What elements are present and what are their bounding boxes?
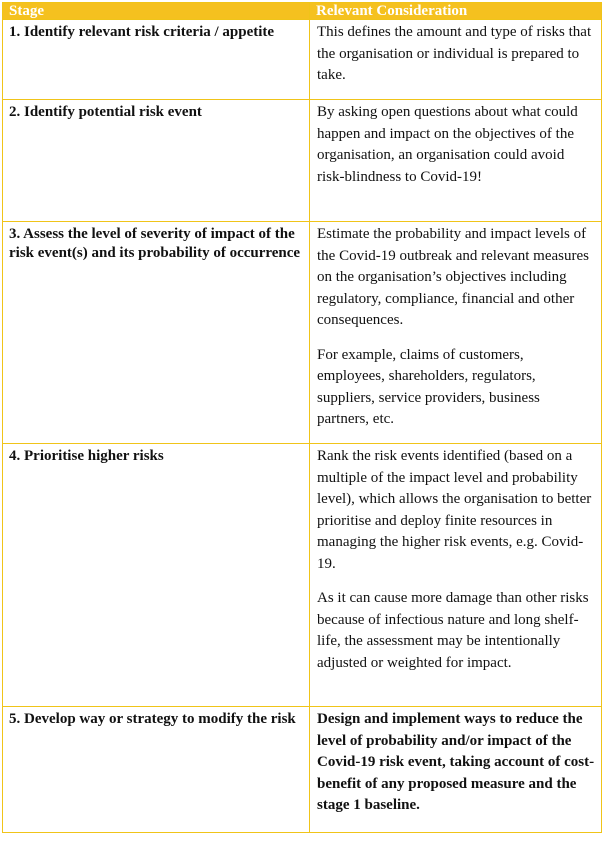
consideration-paragraph: By asking open questions about what could happen and impact on the objectives of the organisation, an organisation could avoid risk-blindness to Covid-19! [317, 104, 578, 185]
table-row [3, 444, 602, 707]
consideration-paragraph: Design and implement ways to reduce the level of probability and/or impact of the Covid-19 risk event, taking account of cost-benefit of any proposed measure and the stage 1 baseline. [317, 711, 595, 813]
stage-cell: 1. Identify relevant risk criteria / appetite [3, 20, 310, 100]
table-row [3, 222, 602, 444]
header-row [3, 3, 602, 20]
consideration-paragraph: Estimate the probability and impact levels of the Covid-19 outbreak and relevant measures on the organisation’s objectives including regulatory, compliance, financial and other consequences. [317, 226, 589, 328]
table-row [3, 707, 602, 833]
consideration-paragraph: This defines the amount and type of risks that the organisation or individual is prepared to take. [317, 24, 592, 83]
table-row [3, 100, 602, 222]
consideration-paragraph: As it can cause more damage than other risks because of infectious nature and long shelf-life, the assessment may be intentionally adjusted or weighted for impact. [317, 590, 589, 671]
stage-cell: 4. Prioritise higher risks [3, 444, 310, 707]
consideration-cell [310, 444, 602, 707]
consideration-paragraph: For example, claims of customers, employees, shareholders, regulators, suppliers, service providers, business partners, etc. [317, 346, 540, 427]
header-stage: Stage [3, 3, 310, 20]
consideration-cell [310, 222, 602, 444]
header-relevant-consideration: Relevant Consideration [310, 3, 602, 20]
consideration-cell [310, 20, 602, 100]
stage-cell: 3. Assess the level of severity of impact of the risk event(s) and its probability of occurrence [3, 222, 310, 444]
stage-cell: 5. Develop way or strategy to modify the risk [3, 707, 310, 833]
consideration-cell [310, 100, 602, 222]
consideration-cell [310, 707, 602, 833]
risk-management-table [2, 2, 602, 833]
stage-cell: 2. Identify potential risk event [3, 100, 310, 222]
consideration-paragraph: Rank the risk events identified (based on a multiple of the impact level and probability level), which allows the organisation to better prioritise and deploy finite resources in managing the higher risk events, e.g. Covid-19. [317, 448, 592, 572]
table-body [3, 20, 602, 833]
table-row [3, 20, 602, 100]
table-header [3, 3, 602, 20]
